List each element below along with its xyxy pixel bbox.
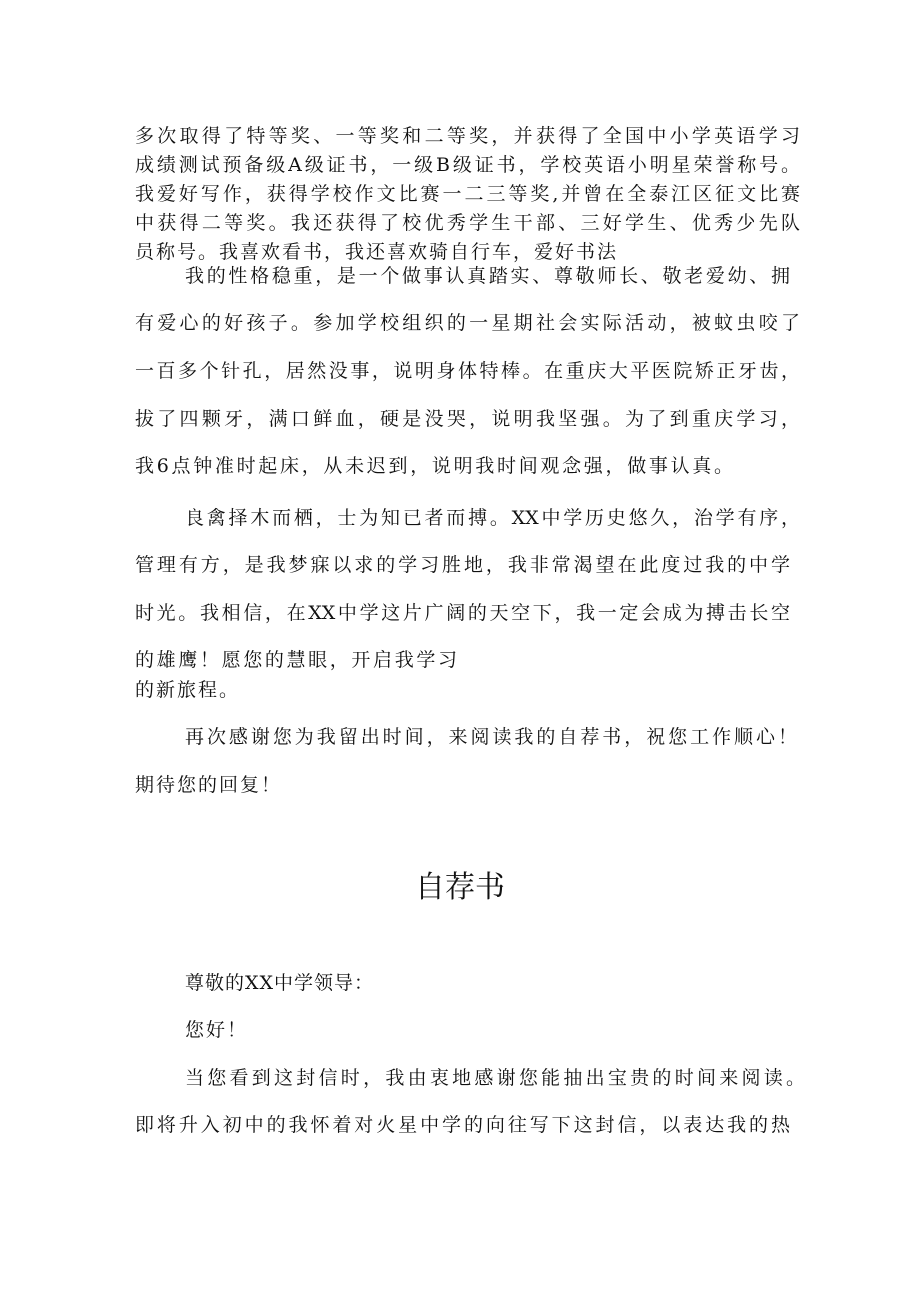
document-title: 自荐书 (415, 870, 505, 905)
text-line: 的雄鹰！愿您的慧眼，开启我学习 (135, 649, 457, 671)
text-line: 成绩测试预备级A级证书，一级B级证书，学校英语小明星荣誉称号。 (135, 154, 800, 176)
text-line: 当您看到这封信时，我由衷地感谢您能抽出宝贵的时间来阅读。 (185, 1067, 805, 1089)
text-line: 管理有方，是我梦寐以求的学习胜地，我非常渴望在此度过我的中学 (135, 554, 790, 576)
text-line: 中获得二等奖。我还获得了校优秀学生干部、三好学生、优秀少先队 (135, 212, 800, 234)
text-line: 拔了四颗牙，满口鲜血，硬是没哭，说明我坚强。为了到重庆学习， (135, 408, 800, 430)
salutation: 尊敬的XX中学领导： (185, 972, 375, 994)
text-line: 我爱好写作，获得学校作文比赛一二三等奖,并曾在全泰江区征文比赛 (135, 183, 800, 205)
text-line: 多次取得了特等奖、一等奖和二等奖，并获得了全国中小学英语学习 (135, 125, 800, 147)
text-line: 期待您的回复！ (135, 774, 283, 796)
text-line: 我6点钟准时起床，从未迟到，说明我时间观念强，做事认真。 (135, 455, 733, 477)
text-line: 的新旅程。 (135, 679, 241, 701)
text-line: 良禽择木而栖，士为知已者而搏。XX中学历史悠久，治学有序， (185, 507, 800, 529)
text-line: 即将升入初中的我怀着对火星中学的向往写下这封信，以表达我的热 (135, 1114, 790, 1136)
text-line: 再次感谢您为我留出时间，来阅读我的自荐书，祝您工作顺心！ (185, 726, 797, 748)
text-line: 我的性格稳重，是一个做事认真踏实、尊敬师长、敬老爱幼、拥 (185, 265, 790, 287)
text-line: 有爱心的好孩子。参加学校组织的一星期社会实际活动，被蚊虫咬了 (135, 312, 800, 334)
text-line: 员称号。我喜欢看书，我还喜欢骑自行车，爱好书法 (135, 241, 619, 263)
greeting: 您好！ (185, 1019, 249, 1041)
text-line: 一百多个针孔，居然没事，说明身体特棒。在重庆大平医院矫正牙齿， (135, 360, 800, 382)
text-line: 时光。我相信，在XX中学这片广阔的天空下，我一定会成为搏击长空 (135, 602, 790, 624)
